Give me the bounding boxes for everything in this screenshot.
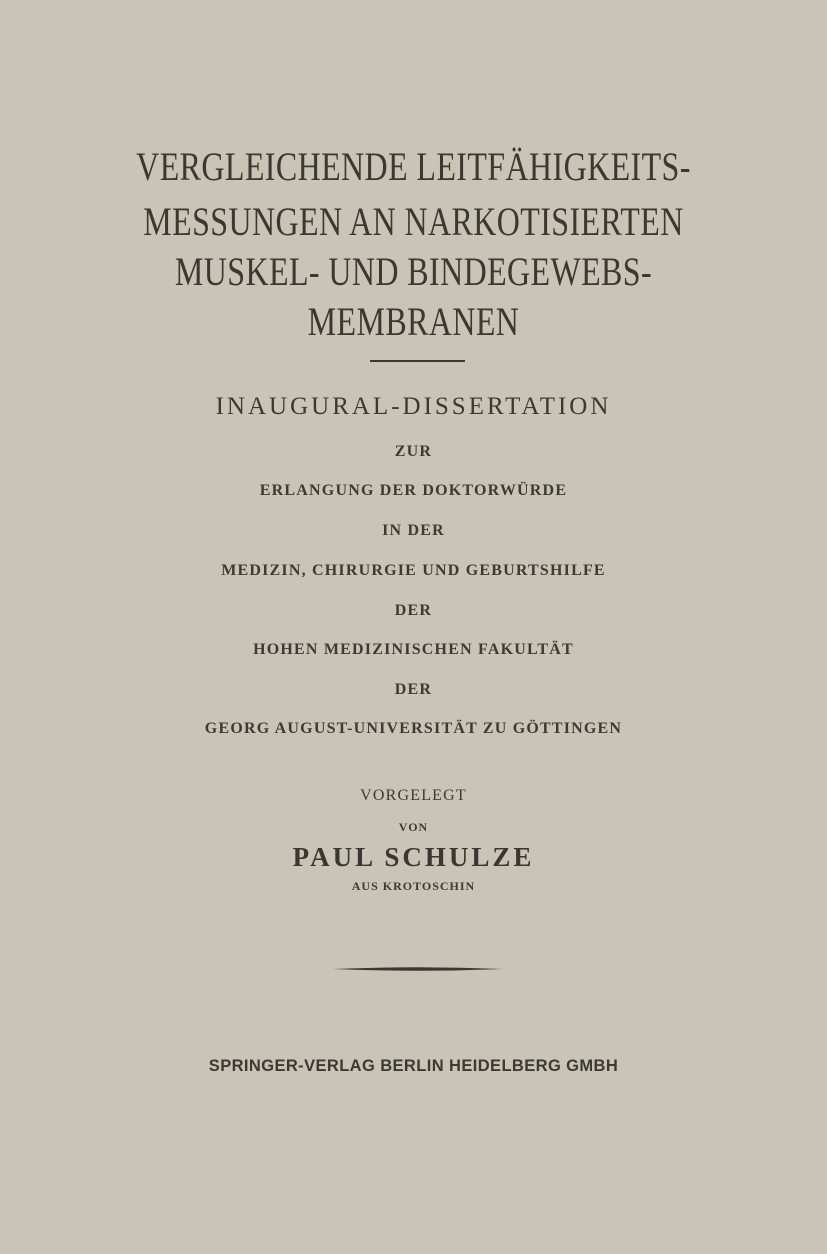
by-label: VON xyxy=(398,820,429,834)
title-divider xyxy=(370,360,465,362)
title-line-4: MEMBRANEN xyxy=(307,299,520,344)
dissertation-line-erlangung: ERLANGUNG DER DOKTORWÜRDE xyxy=(259,482,568,499)
publisher-imprint: SPRINGER-VERLAG BERLIN HEIDELBERG GMBH xyxy=(208,1057,619,1075)
dissertation-line-universitaet: GEORG AUGUST-UNIVERSITÄT ZU GÖTTINGEN xyxy=(204,720,623,737)
dissertation-line-medizin: MEDIZIN, CHIRURGIE UND GEBURTSHILFE xyxy=(221,562,606,579)
dissertation-line-der-2: DER xyxy=(394,681,433,698)
dissertation-line-fakultaet: HOHEN MEDIZINISCHEN FAKULTÄT xyxy=(253,641,574,658)
dissertation-line-in-der: IN DER xyxy=(382,522,445,539)
author-name: PAUL SCHULZE xyxy=(292,842,535,872)
author-origin: AUS KROTOSCHIN xyxy=(351,879,476,893)
title-line-2: MESSUNGEN AN NARKOTISIERTEN xyxy=(143,199,684,244)
title-line-3: MUSKEL- UND BINDEGEWEBS- xyxy=(174,249,653,294)
title-line-1: VERGLEICHENDE LEITFÄHIGKEITS- xyxy=(136,144,691,189)
dissertation-heading: INAUGURAL-DISSERTATION xyxy=(215,393,612,420)
dissertation-line-der-1: DER xyxy=(394,602,433,619)
dissertation-line-zur: ZUR xyxy=(394,443,433,460)
presented-label: VORGELEGT xyxy=(360,787,467,804)
ornamental-rule xyxy=(333,966,503,972)
